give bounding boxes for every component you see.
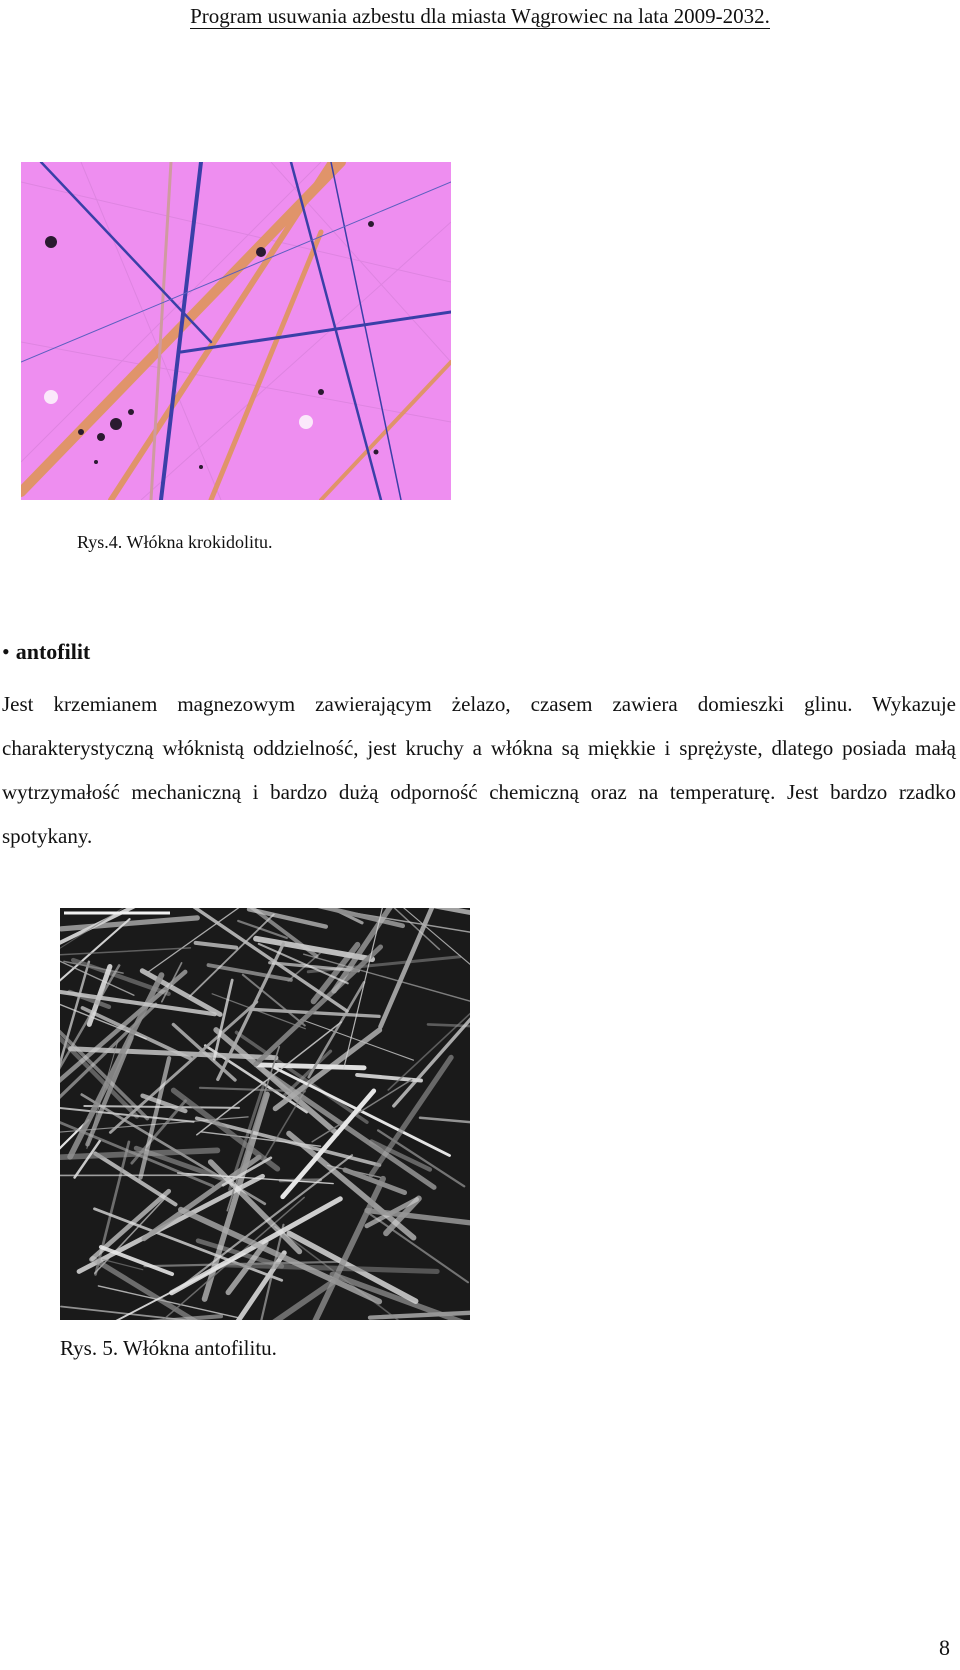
section-heading-text: antofilit [15,639,91,664]
section-heading [2,638,90,666]
page-header [0,2,960,30]
figure-5-caption: Rys. 5. Włókna antofilitu. [60,1336,277,1360]
crocidolite-micrograph [21,162,451,500]
header-title: Program usuwania azbestu dla miasta Wągrowiec na lata 2009-2032. [190,4,770,28]
section-paragraph: Jest krzemianem magnezowym zawierającym żelazo, czasem zawiera domieszki glinu. Wykazuje charakterystyczną włóknistą oddzielność, jest kruchy a włókna są miękkie i sprężyste, dlatego posiada małą wytrzymałość mechaniczną i bardzo dużą odporność chemiczną oraz na temperaturę. Jest bardzo rzadko spotykany. [2,692,956,848]
crocidolite-fibers-image [21,162,451,500]
bullet-marker: • [2,639,10,664]
anthophyllite-micrograph [60,908,470,1320]
figure-4-caption: Rys.4. Włókna krokidolitu. [77,532,273,552]
anthophyllite-fibers-image [60,908,470,1320]
page-number: 8 [939,1635,950,1660]
